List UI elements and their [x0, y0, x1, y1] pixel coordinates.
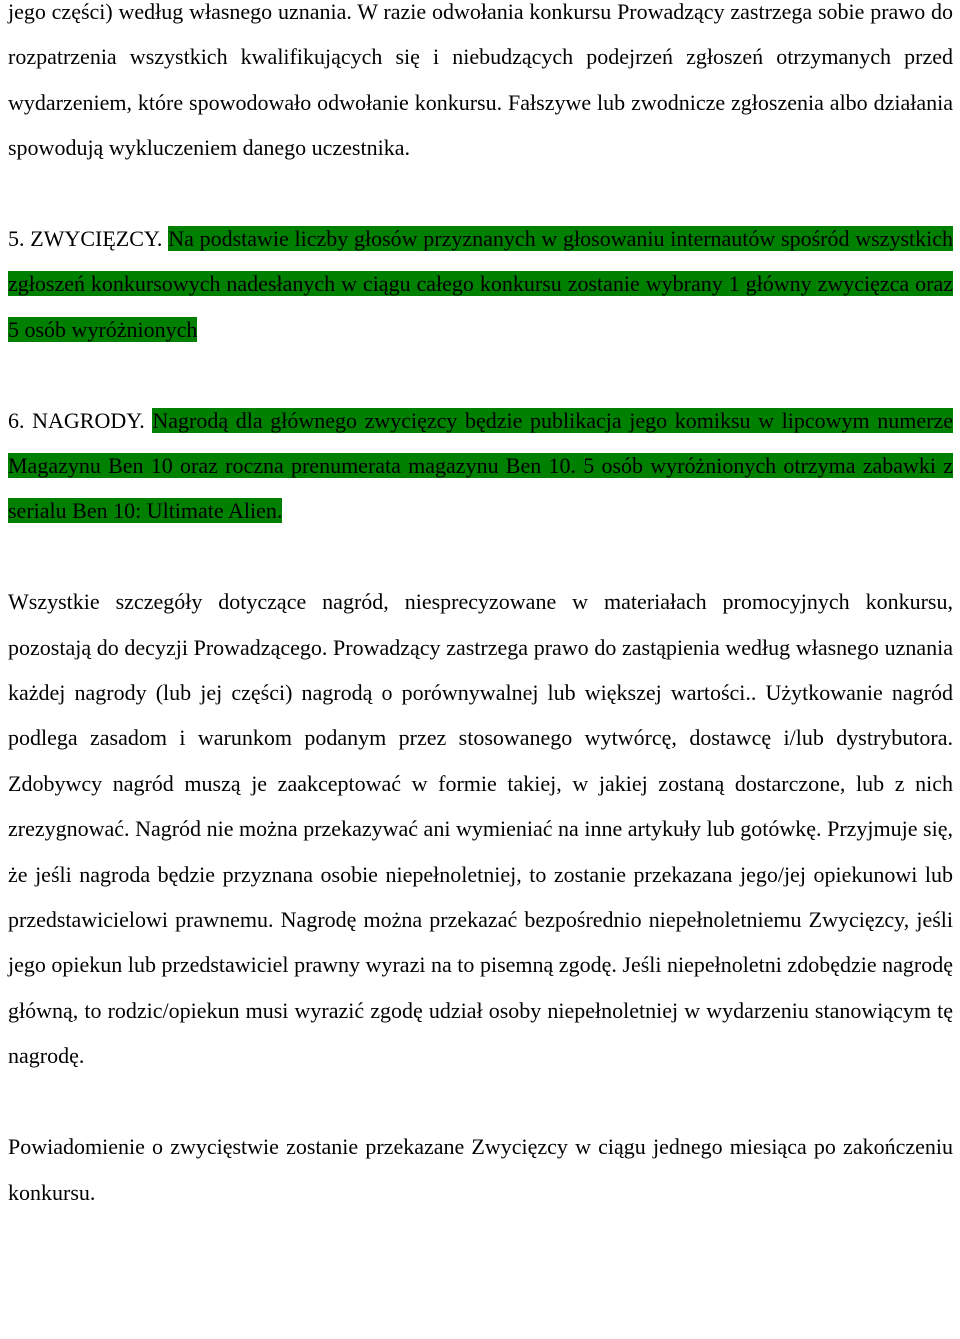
section-winners-heading: 5. ZWYCIĘZCY.: [8, 226, 163, 252]
paragraph-winner-notification: Powiadomienie o zwycięstwie zostanie przekazane Zwycięzcy w ciągu jednego miesiąca po zakończeniu konkursu.: [8, 1134, 953, 1205]
section-winners-highlighted-text: Na podstawie liczby głosów przyznanych w głosowaniu internautów spośród wszystkich zgłoszeń konkursowych nadesłanych w ciągu całego konkursu zostanie wybrany 1 główny zwycięzca oraz 5 osób wyróżnionych: [8, 226, 953, 342]
section-prizes-heading: 6. NAGRODY.: [8, 407, 145, 433]
paragraph-cancellation: jego części) według własnego uznania. W razie odwołania konkursu Prowadzący zastrzega sobie prawo do rozpatrzenia wszystkich kwalifikujących się i niebudzących podejrzeń zgłoszeń otrzymanych przed wydarzeniem, które spowodowało odwołanie konkursu. Fałszywe lub zwodnicze zgłoszenia albo działania spowodują wykluczeniem danego uczestnika.: [8, 0, 953, 161]
section-prizes: [8, 398, 953, 534]
section-winners: [8, 216, 953, 352]
document-page: [8, 0, 953, 1215]
section-prizes-highlighted-text: Nagrodą dla głównego zwycięzcy będzie publikacja jego komiksu w lipcowym numerze Magazynu Ben 10 oraz roczna prenumerata magazynu Ben 10. 5 osób wyróżnionych otrzyma zabawki z serialu Ben 10: Ultimate Alien.: [8, 407, 953, 524]
paragraph-prize-details: Wszystkie szczegóły dotyczące nagród, niesprecyzowane w materiałach promocyjnych konkursu, pozostają do decyzji Prowadzącego. Prowadzący zastrzega prawo do zastąpienia według własnego uznania każdej nagrody (lub jej części) nagrodą o porównywalnej lub większej wartości.. Użytkowanie nagród podlega zasadom i warunkom podanym przez stosowanego wytwórcę, dostawcę i/lub dystrybutora. Zdobywcy nagród muszą je zaakceptować w formie takiej, w jakiej zostaną dostarczone, lub z nich zrezygnować. Nagród nie można przekazywać ani wymieniać na inne artykuły lub gotówkę. Przyjmuje się, że jeśli nagroda będzie przyznana osobie niepełnoletniej, to zostanie przekazana jego/jej opiekunowi lub przedstawicielowi prawnemu. Nagrodę można przekazać bezpośrednio niepełnoletniemu Zwycięzcy, jeśli jego opiekun lub przedstawiciel prawny wyrazi na to pisemną zgodę. Jeśli niepełnoletni zdobędzie nagrodę główną, to rodzic/opiekun musi wyrazić zgodę udział osoby niepełnoletniej w wydarzeniu stanowiącym tę nagrodę.: [8, 589, 953, 1069]
